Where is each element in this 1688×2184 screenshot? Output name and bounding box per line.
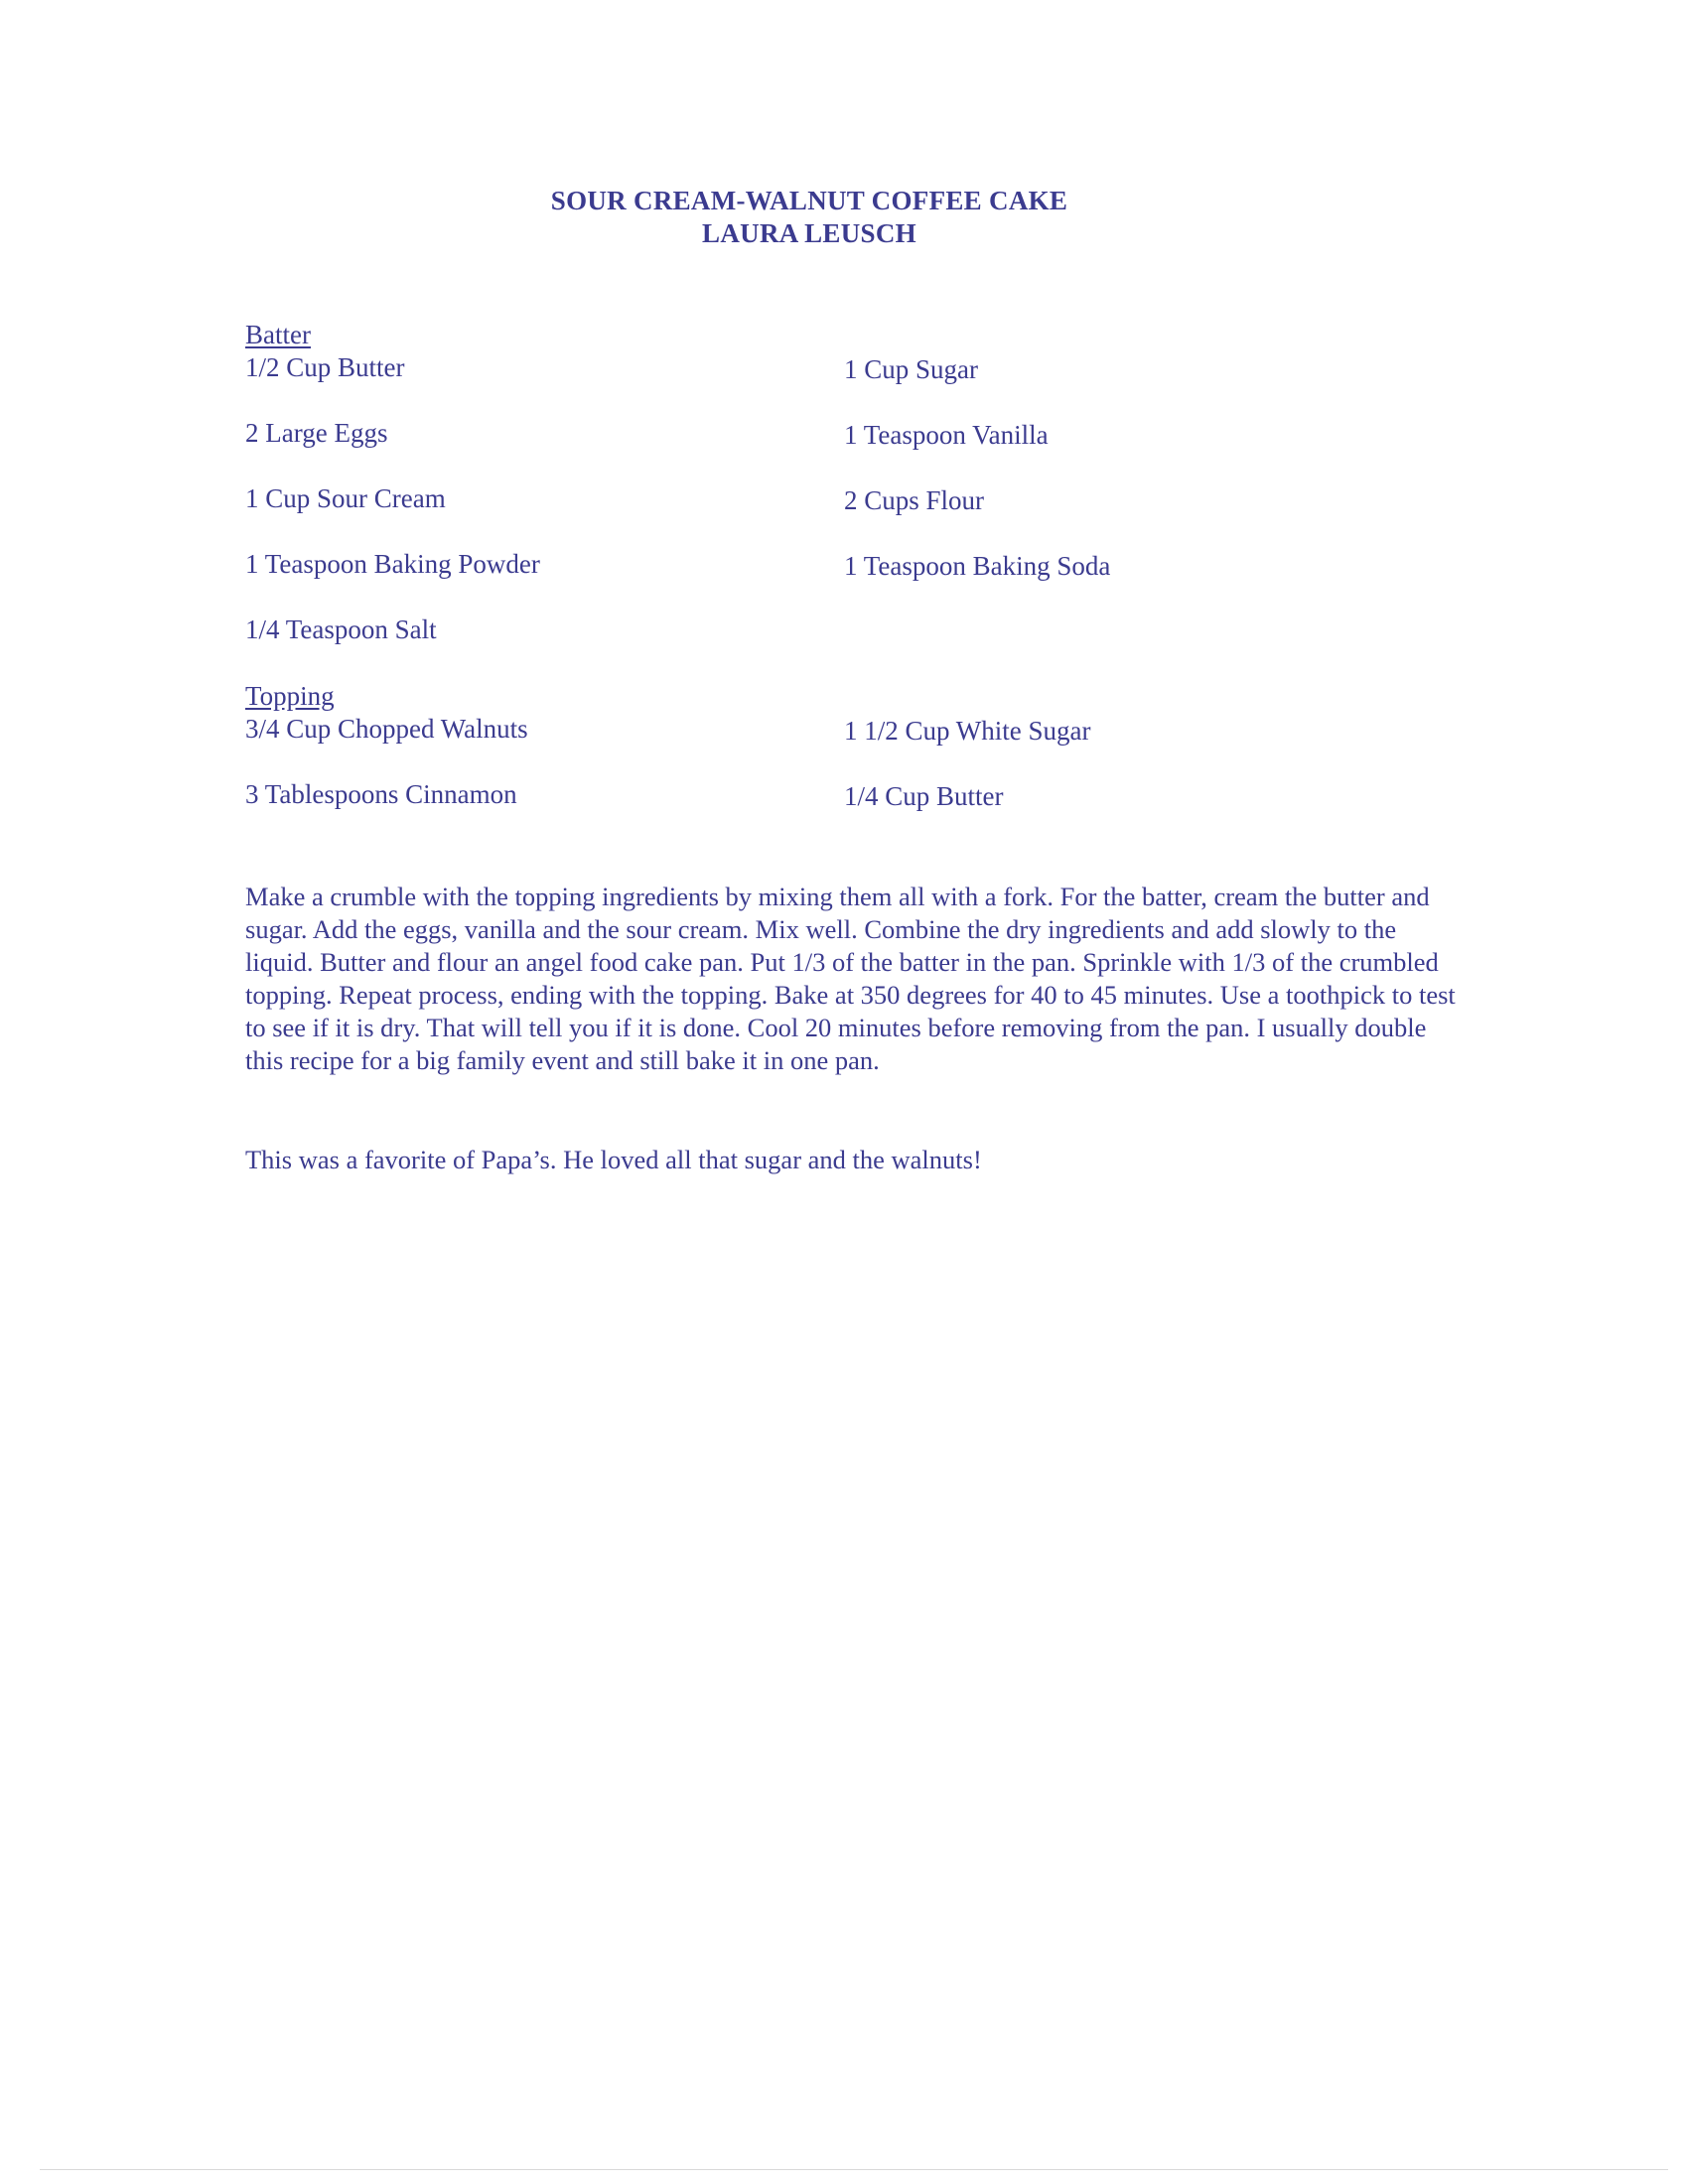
batter-ingredient: 1/4 Teaspoon Salt [245, 614, 437, 644]
scan-edge-line [40, 2169, 1668, 2170]
topping-ingredient: 3 Tablespoons Cinnamon [245, 779, 517, 809]
batter-ingredient: 2 Large Eggs [245, 418, 388, 448]
batter-ingredient: 1 Cup Sour Cream [245, 483, 446, 513]
topping-ingredient: 1/4 Cup Butter [844, 781, 1004, 811]
recipe-author: LAURA LEUSCH [702, 218, 916, 248]
batter-ingredient: 1/2 Cup Butter [245, 352, 405, 382]
topping-ingredient: 1 1/2 Cup White Sugar [844, 716, 1091, 746]
batter-ingredient: 1 Teaspoon Vanilla [844, 420, 1049, 450]
topping-ingredient: 3/4 Cup Chopped Walnuts [245, 714, 528, 744]
family-note: This was a favorite of Papa’s. He loved all that sugar and the walnuts! [245, 1145, 982, 1174]
batter-ingredient: 2 Cups Flour [844, 485, 985, 515]
instructions-paragraph: Make a crumble with the topping ingredients by mixing them all with a fork. For the batter, cream the butter and sugar. Add the eggs, vanilla and the sour cream. Mix well. Combine the dry ingredients and add slowly to the liquid. Butter and flour an angel food cake pan. Put 1/3 of the batter in the pan. Sprinkle with 1/3 of the crumbled topping. Repeat process, ending with the topping. Bake at 350 degrees for 40 to 45 minutes. Use a toothpick to test to see if it is dry. That will tell you if it is done. Cool 20 minutes before removing from the pan. I usually double this recipe for a big family event and still bake it in one pan. [245, 882, 1456, 1075]
batter-ingredient: 1 Cup Sugar [844, 354, 978, 384]
batter-heading: Batter [245, 320, 311, 349]
recipe-title: SOUR CREAM-WALNUT COFFEE CAKE [550, 186, 1068, 215]
batter-ingredient: 1 Teaspoon Baking Powder [245, 549, 540, 579]
recipe-header [0, 185, 1618, 250]
topping-heading: Topping [245, 681, 335, 711]
batter-ingredient: 1 Teaspoon Baking Soda [844, 551, 1111, 581]
